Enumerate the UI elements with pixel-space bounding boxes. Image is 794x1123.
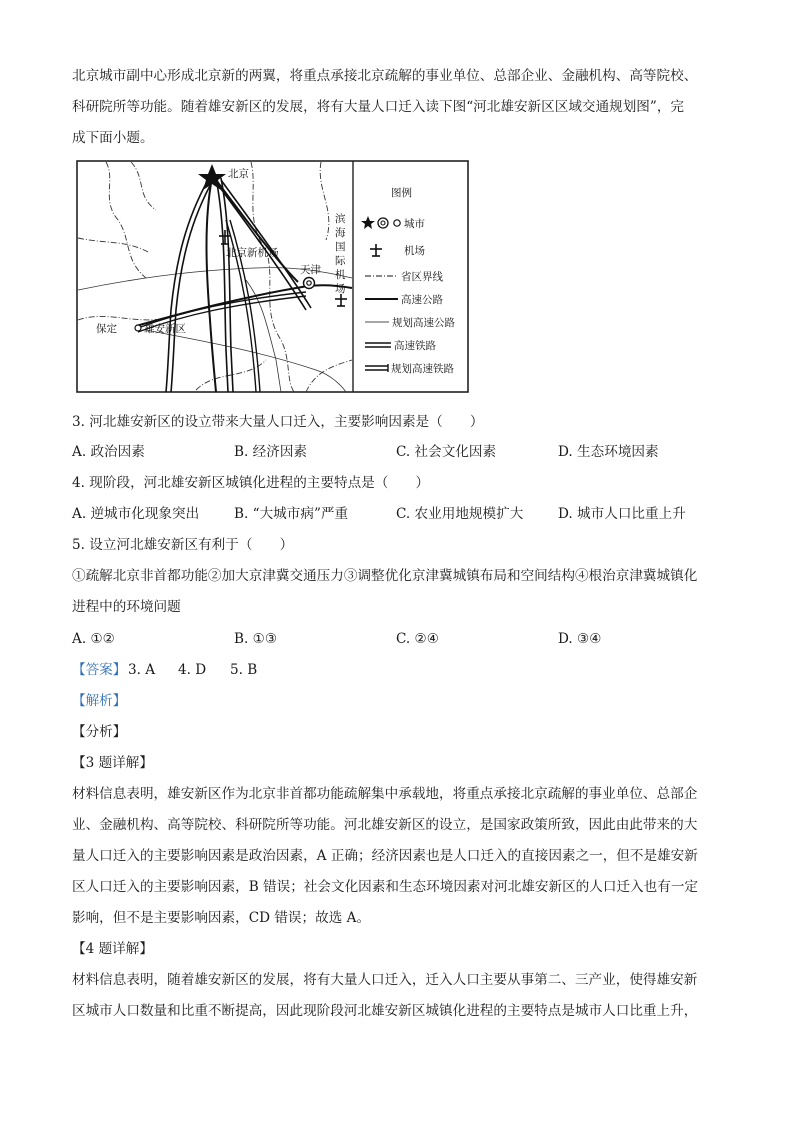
svg-text:高速铁路: 高速铁路 (394, 340, 436, 352)
answer-tag: 【答案】 (72, 662, 127, 678)
svg-text:国: 国 (335, 241, 346, 253)
q5-option-a[interactable]: A. ①② (72, 631, 115, 647)
baoding-city-icon (135, 325, 141, 331)
detail3-line-2: 业、金融机构、高等院校、科研院所等功能。河北雄安新区的设立，是国家政策所致，因此由此带来的大 (72, 817, 698, 833)
q4-option-d[interactable]: D. 城市人口比重上升 (558, 506, 686, 522)
q5-option-c[interactable]: C. ②④ (396, 631, 439, 647)
svg-text:高速公路: 高速公路 (401, 294, 443, 306)
q5-statements-line-2: 进程中的环境问题 (72, 599, 181, 615)
legend-title: 图例 (391, 187, 412, 199)
svg-text:海: 海 (335, 227, 346, 239)
detail4-line-2: 区城市人口数量和比重不断提高，因此现阶段河北雄安新区城镇化进程的主要特点是城市人口比重上升， (72, 1003, 698, 1019)
q5-option-d[interactable]: D. ③④ (558, 631, 602, 647)
fenxi-tag: 【分析】 (72, 724, 127, 740)
q4-option-c[interactable]: C. 农业用地规模扩大 (396, 506, 524, 522)
q5-option-b[interactable]: B. ①③ (234, 631, 278, 647)
q4-option-b[interactable]: B. “大城市病”严重 (234, 506, 349, 522)
q5-stem: 5. 设立河北雄安新区有利于（ ） (72, 537, 294, 553)
intro-line-3: 成下面小题。 (72, 130, 154, 146)
svg-text:规划高速公路: 规划高速公路 (392, 317, 455, 329)
label-beijing: 北京 (228, 168, 249, 180)
intro-line-1: 北京城市副中心形成北京新的两翼，将重点承接北京疏解的事业单位、总部企业、金融机构、高等院校、 (72, 68, 698, 84)
intro-line-2: 科研院所等功能。随着雄安新区的发展，将有大量人口迁入读下图“河北雄安新区区域交通规划图”，完 (72, 99, 685, 115)
svg-text:规划高速铁路: 规划高速铁路 (391, 363, 454, 375)
detail3-line-3: 量人口迁入的主要影响因素是政治因素，A 正确；经济因素也是人口迁入的直接因素之一，但不是雄安新 (72, 848, 698, 864)
q3-option-d[interactable]: D. 生态环境因素 (558, 444, 659, 460)
tianjin-city-icon (304, 278, 315, 289)
detail3-line-1: 材料信息表明，雄安新区作为北京非首都功能疏解集中承载地，将重点承接北京疏解的事业单位、总部企 (72, 786, 698, 802)
legend-double-circle-icon (378, 218, 388, 228)
svg-text:城市: 城市 (404, 218, 425, 230)
q3-option-a[interactable]: A. 政治因素 (72, 444, 145, 460)
detail4-tag: 【4 题详解】 (72, 941, 153, 957)
answer-5: 5. B (230, 662, 258, 678)
q3-stem: 3. 河北雄安新区的设立带来大量人口迁入，主要影响因素是（ ） (72, 414, 484, 430)
q3-option-b[interactable]: B. 经济因素 (234, 444, 308, 460)
svg-text:省区界线: 省区界线 (401, 271, 443, 283)
label-baoding: 保定 (96, 323, 117, 335)
label-tianjin: 天津 (300, 264, 321, 276)
detail3-line-5: 影响，但不是主要影响因素，CD 错误；故选 A。 (72, 910, 371, 926)
svg-text:场: 场 (335, 283, 346, 295)
svg-text:滨: 滨 (335, 213, 346, 225)
q4-option-a[interactable]: A. 逆城市化现象突出 (72, 506, 200, 522)
q4-stem: 4. 现阶段，河北雄安新区城镇化进程的主要特点是（ ） (72, 475, 430, 491)
svg-text:机: 机 (335, 269, 346, 281)
label-airport-new: 北京新机场 (226, 247, 279, 259)
svg-text:机场: 机场 (404, 245, 425, 257)
detail3-line-4: 区人口迁入的主要影响因素，B 错误；社会文化因素和生态环境因素对河北雄安新区的人口迁入也有一定 (72, 879, 699, 895)
q3-option-c[interactable]: C. 社会文化因素 (396, 444, 497, 460)
analysis-tag: 【解析】 (72, 693, 127, 709)
answer-4: 4. D (178, 662, 207, 678)
detail4-line-1: 材料信息表明，随着雄安新区的发展，将有大量人口迁入，迁入人口主要从事第二、三产业，使得雄安新 (72, 972, 698, 988)
legend-circle-icon (394, 220, 400, 226)
traffic-planning-map (76, 160, 469, 393)
answer-3: 3. A (128, 662, 156, 678)
detail3-tag: 【3 题详解】 (72, 755, 153, 771)
svg-text:际: 际 (335, 255, 346, 267)
q5-statements-line-1: ①疏解北京非首都功能②加大京津冀交通压力③调整优化京津冀城镇布局和空间结构④根治京津冀城镇化 (72, 568, 698, 584)
label-xiongan: 雄安新区 (144, 323, 186, 335)
